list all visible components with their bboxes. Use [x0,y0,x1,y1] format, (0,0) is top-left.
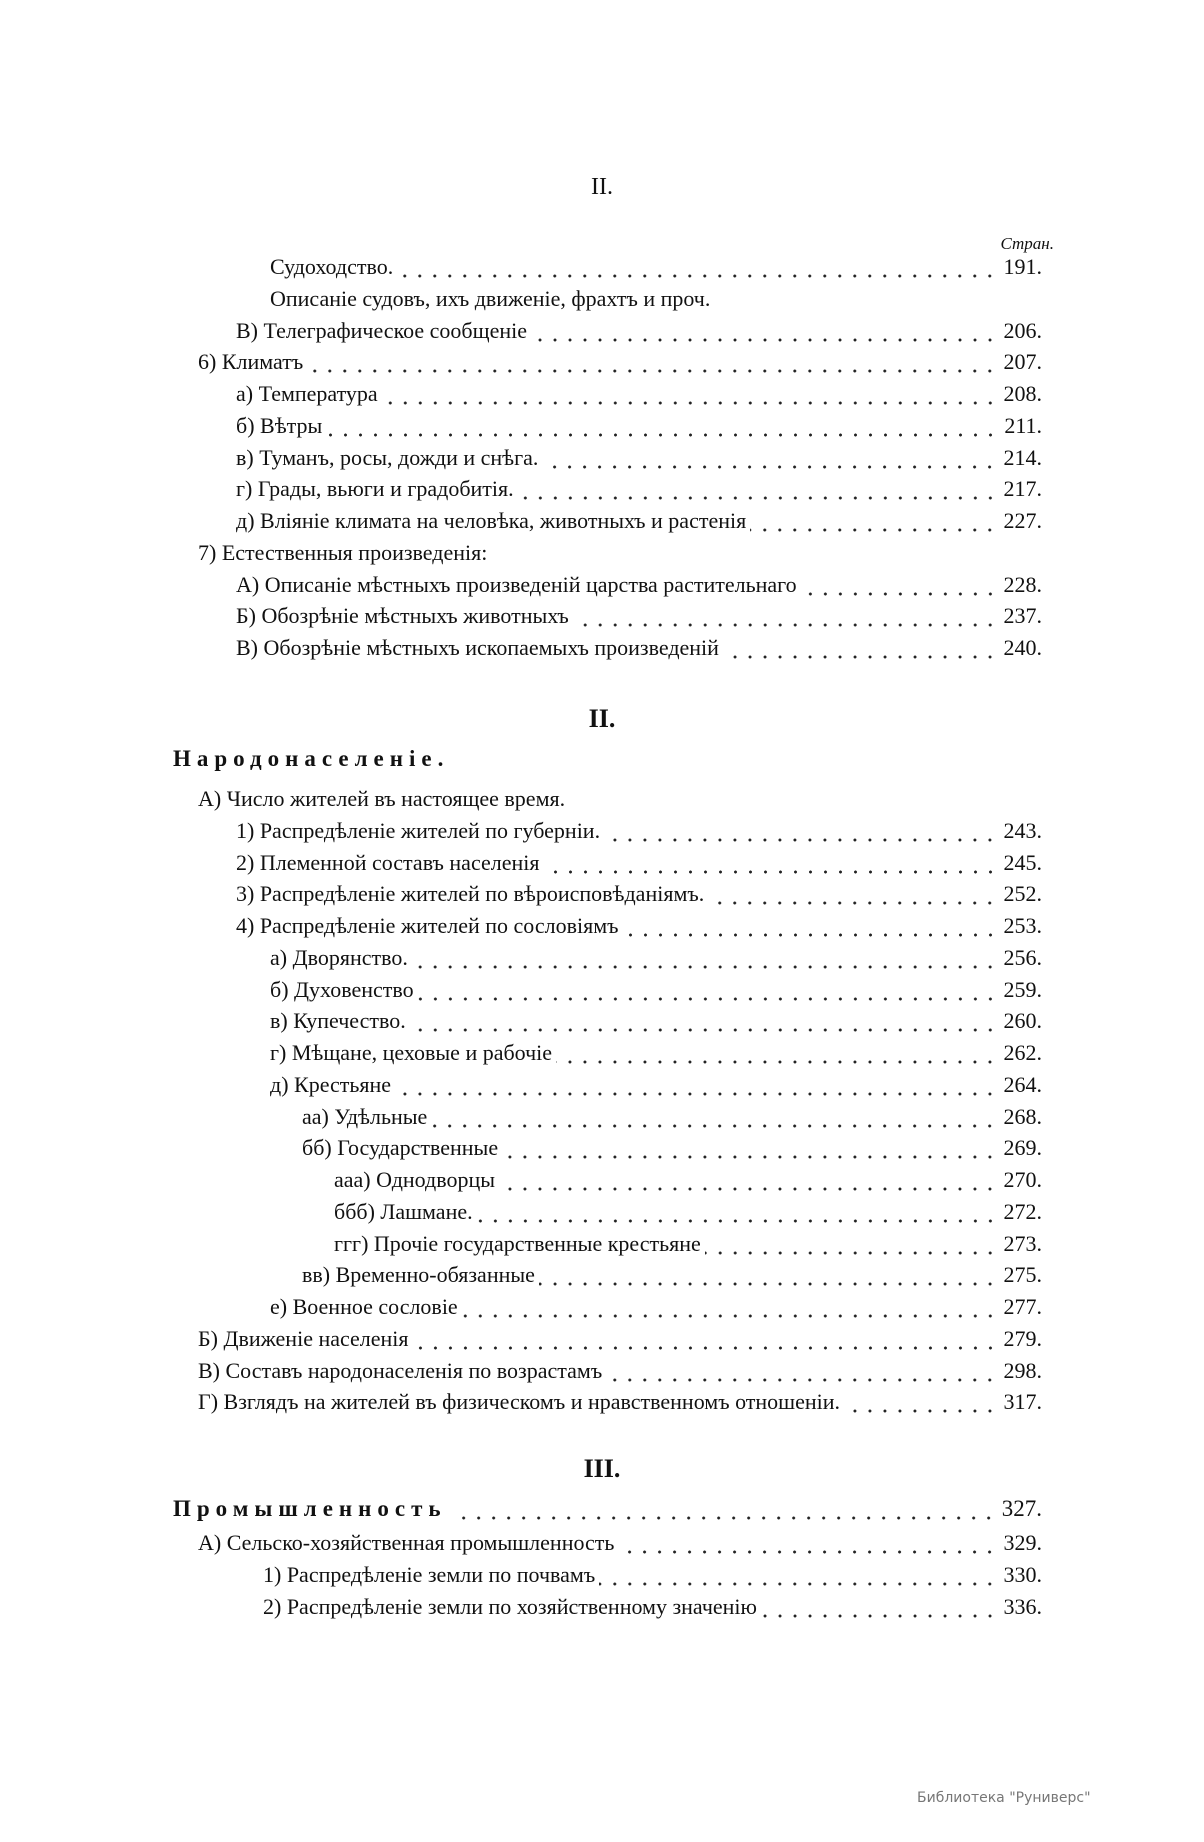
toc-entry [302,1260,1042,1290]
page-number: 240. [1003,635,1042,660]
leader-dots [431,1102,997,1132]
leader-dots [462,1292,998,1322]
toc-entry [198,538,1042,568]
page-number: 279. [1003,1326,1042,1351]
page-number: 217. [1003,476,1042,501]
toc-entry [236,911,1042,941]
page-number: 336. [1003,1594,1042,1619]
page-number: 191. [1003,254,1042,279]
leader-dots [491,538,1042,568]
toc-entry-label: д) Крестьяне [270,1072,392,1097]
toc-entry [270,252,1042,282]
leader-dots [477,1197,998,1227]
toc-entry-label: 4) Распредѣленіе жителей по сословіямъ [236,913,619,938]
leader-dots [326,411,998,441]
leader-dots [412,943,998,973]
leader-dots [705,1229,998,1259]
toc-entry [334,1197,1042,1227]
toc-entry [236,506,1042,536]
toc-entry-label: 6) Климатъ [198,349,304,374]
leader-dots [723,633,998,663]
page-number: 273. [1003,1231,1042,1256]
toc-entry-label: вв) Временно-обязанные [302,1262,535,1287]
toc-entry [263,1560,1042,1590]
leader-dots [714,284,1042,314]
toc-entry [270,1038,1042,1068]
page-number: 252. [1003,881,1042,906]
page-number: 207. [1003,349,1042,374]
page-number: 272. [1003,1199,1042,1224]
leader-dots [606,1356,997,1386]
leader-dots [556,1038,997,1068]
page-number: 259. [1003,977,1042,1002]
page-number: 228. [1003,572,1042,597]
toc-entry-label: 3) Распредѣленіе жителей по вѣроисповѣданіямъ. [236,881,705,906]
toc-entry-label: д) Вліяніе климата на человѣка, животныхъ и растенія [236,508,747,533]
toc-entry-label: аа) Удѣльные [302,1104,428,1129]
leader-dots [623,911,998,941]
page-number: 237. [1003,603,1042,628]
leader-dots [382,379,998,409]
toc-entry [198,784,1042,814]
page-number: 317. [1003,1389,1042,1414]
leader-dots [395,1070,997,1100]
toc-entry-label: ббб) Лашмане. [334,1199,473,1224]
toc-entry [198,1387,1042,1417]
toc-entry-label: 7) Естественныя произведенія: [198,540,488,565]
section-2-title [173,744,1042,774]
section-3-numeral: III. [583,1454,621,1483]
leader-dots [544,848,998,878]
toc-entry [236,316,1042,346]
page-number: 277. [1003,1294,1042,1319]
page-number: 298. [1003,1358,1042,1383]
page-number: 208. [1003,381,1042,406]
page-header-numeral: II. [591,174,613,200]
page-number: 214. [1003,445,1042,470]
leader-dots [761,1592,998,1622]
leader-dots [418,975,998,1005]
page-number: 270. [1003,1167,1042,1192]
toc-entry-label: Б) Обозрѣніе мѣстныхъ животныхъ [236,603,569,628]
toc-entry [263,1592,1042,1622]
leader-dots [542,443,997,473]
toc-entry [270,943,1042,973]
toc-entry-label: 1) Распредѣленіе жителей по губерніи. [236,818,601,843]
section-title-label: Народонаселеніе. [173,746,450,771]
toc-entry-label: а) Температура [236,381,378,406]
toc-entry-label: В) Составъ народонаселенія по возрастамъ [198,1358,603,1383]
toc-entry-label: В) Обозрѣніе мѣстныхъ ископаемыхъ произведеній [236,635,719,660]
page-column-label: Стран. [1000,234,1054,253]
page-number: 327. [1001,1496,1042,1521]
toc-entry-label: в) Купечество. [270,1008,406,1033]
leader-dots [708,879,997,909]
leader-dots [569,784,1042,814]
toc-entry-label: а) Дворянство. [270,945,408,970]
toc-entry-label: 2) Племенной составъ населенія [236,850,540,875]
leader-dots [844,1387,997,1417]
leader-dots [539,1260,998,1290]
toc-entry-label: е) Военное сословіе [270,1294,458,1319]
leader-dots [531,316,998,346]
toc-entry [270,975,1042,1005]
leader-dots [518,474,998,504]
leader-dots [599,1560,997,1590]
page-number: 269. [1003,1135,1042,1160]
section-title-label: Промышленность [173,1496,447,1521]
toc-entry [198,1324,1042,1354]
toc-entry [198,1356,1042,1386]
page-number: 260. [1003,1008,1042,1033]
page-number: 243. [1003,818,1042,843]
toc-entry-label: б) Духовенство [270,977,414,1002]
toc-entry [270,1292,1042,1322]
toc-entry-label: ггг) Прочіе государственные крестьяне [334,1231,701,1256]
page-number: 330. [1003,1562,1042,1587]
library-watermark: Библиотека "Руниверс" [917,1790,1091,1806]
page-number: 227. [1003,508,1042,533]
section-3-title [173,1494,1042,1524]
toc-entry-label: В) Телеграфическое сообщеніе [236,318,527,343]
leader-dots [499,1165,997,1195]
toc-entry [236,633,1042,663]
toc-entry [270,1070,1042,1100]
toc-entry [236,443,1042,473]
leader-dots [573,601,998,631]
page-number: 211. [1004,413,1042,438]
leader-dots [307,347,997,377]
toc-entry [236,379,1042,409]
leader-dots [750,506,997,536]
leader-dots [413,1324,998,1354]
toc-entry-label: А) Число жителей въ настоящее время. [198,786,566,811]
leader-dots [397,252,997,282]
toc-entry-label: Б) Движеніе населенія [198,1326,409,1351]
page-number: 275. [1003,1262,1042,1287]
page-number: 256. [1003,945,1042,970]
page-number: 264. [1003,1072,1042,1097]
page-number: 253. [1003,913,1042,938]
toc-entry [270,284,1042,314]
toc-entry [236,474,1042,504]
leader-dots [801,570,998,600]
toc-entry-label: бб) Государственные [302,1135,499,1160]
toc-entry [334,1229,1042,1259]
toc-entry [236,411,1042,441]
leader-dots [618,1528,997,1558]
toc-entry [334,1165,1042,1195]
toc-entry-label: в) Туманъ, росы, дожди и снѣга. [236,445,539,470]
toc-entry-label: 1) Распредѣленіе земли по почвамъ [263,1562,596,1587]
page-number: 262. [1003,1040,1042,1065]
toc-entry-label: А) Сельско-хозяйственная промышленность [198,1530,615,1555]
toc-entry [302,1133,1042,1163]
toc-entry [236,879,1042,909]
toc-entry [302,1102,1042,1132]
toc-entry-label: г) Грады, вьюги и градобитія. [236,476,514,501]
page-number: 206. [1003,318,1042,343]
toc-entry-label: ааа) Однодворцы [334,1167,496,1192]
toc-entry [270,1006,1042,1036]
section-2-numeral: II. [588,704,616,733]
toc-entry [236,601,1042,631]
toc-entry-label: г) Мѣщане, цеховые и рабочіе [270,1040,553,1065]
toc-entry-label: А) Описаніе мѣстныхъ произведеній царства растительнаго [236,572,797,597]
toc-entry-label: Описаніе судовъ, ихъ движеніе, фрахтъ и проч. [270,286,711,311]
toc-entry-label: Судоходство. [270,254,394,279]
toc-entry-label: б) Вѣтры [236,413,323,438]
leader-dots [410,1006,998,1036]
toc-entry [236,816,1042,846]
leader-dots [451,1494,996,1524]
toc-entry [198,347,1042,377]
leader-dots [604,816,997,846]
toc-entry [236,848,1042,878]
toc-entry-label: 2) Распредѣленіе земли по хозяйственному значенію [263,1594,757,1619]
toc-entry-label: Г) Взглядъ на жителей въ физическомъ и нравственномъ отношеніи. [198,1389,841,1414]
page-number: 245. [1003,850,1042,875]
leader-dots [502,1133,997,1163]
toc-entry [198,1528,1042,1558]
page-number: 329. [1003,1530,1042,1555]
toc-entry [236,570,1042,600]
page-number: 268. [1003,1104,1042,1129]
